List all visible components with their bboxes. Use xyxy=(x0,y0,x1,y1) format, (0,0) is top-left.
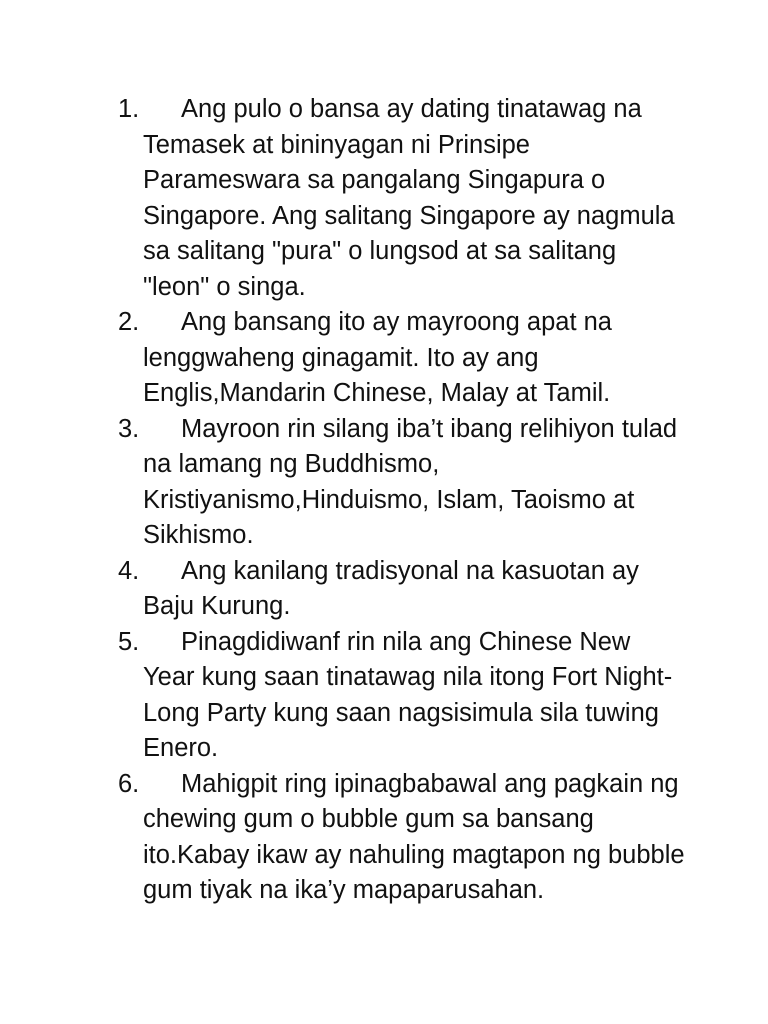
list-item-number: 6. xyxy=(118,769,140,798)
list-item-number: 3. xyxy=(118,414,140,443)
list-item xyxy=(118,767,688,909)
list-item-number: 5. xyxy=(118,627,140,656)
list-item-text: Ang pulo o bansa ay dating tinatawag na Temasek at bininyagan ni Prinsipe Parameswara sa pangalang Singapura o Singapore. Ang salitang Singapore ay nagmula sa salitang "pura" o lungsod at sa salitang "leon" o singa. xyxy=(143,95,675,301)
list-item-text: Mahigpit ring ipinagbabawal ang pagkain ng chewing gum o bubble gum sa bansang ito.Kabay ikaw ay nahuling magtapon ng bubble gum tiyak na ika’y mapaparusahan. xyxy=(143,769,685,904)
list-item-text: Mayroon rin silang iba’t ibang relihiyon tulad na lamang ng Buddhismo, Kristiyanismo,Hinduismo, Islam, Taoismo at Sikhismo. xyxy=(143,414,678,549)
list-item xyxy=(118,92,688,305)
list-item xyxy=(118,412,688,554)
list-item-text: Pinagdidiwanf rin nila ang Chinese New Year kung saan tinatawag nila itong Fort Night-Long Party kung saan nagsisimula sila tuwing Enero. xyxy=(143,627,673,762)
list-item-number: 1. xyxy=(118,95,140,123)
list-item-number: 4. xyxy=(118,556,140,585)
list-item xyxy=(118,625,688,767)
list-item xyxy=(118,305,688,412)
list-item-text: Ang bansang ito ay mayroong apat na lenggwaheng ginagamit. Ito ay ang Englis,Mandarin Chinese, Malay at Tamil. xyxy=(143,308,612,407)
list-item-text: Ang kanilang tradisyonal na kasuotan ay Baju Kurung. xyxy=(143,556,639,620)
numbered-list xyxy=(118,92,688,909)
list-item xyxy=(118,554,688,625)
list-item-number: 2. xyxy=(118,308,140,336)
